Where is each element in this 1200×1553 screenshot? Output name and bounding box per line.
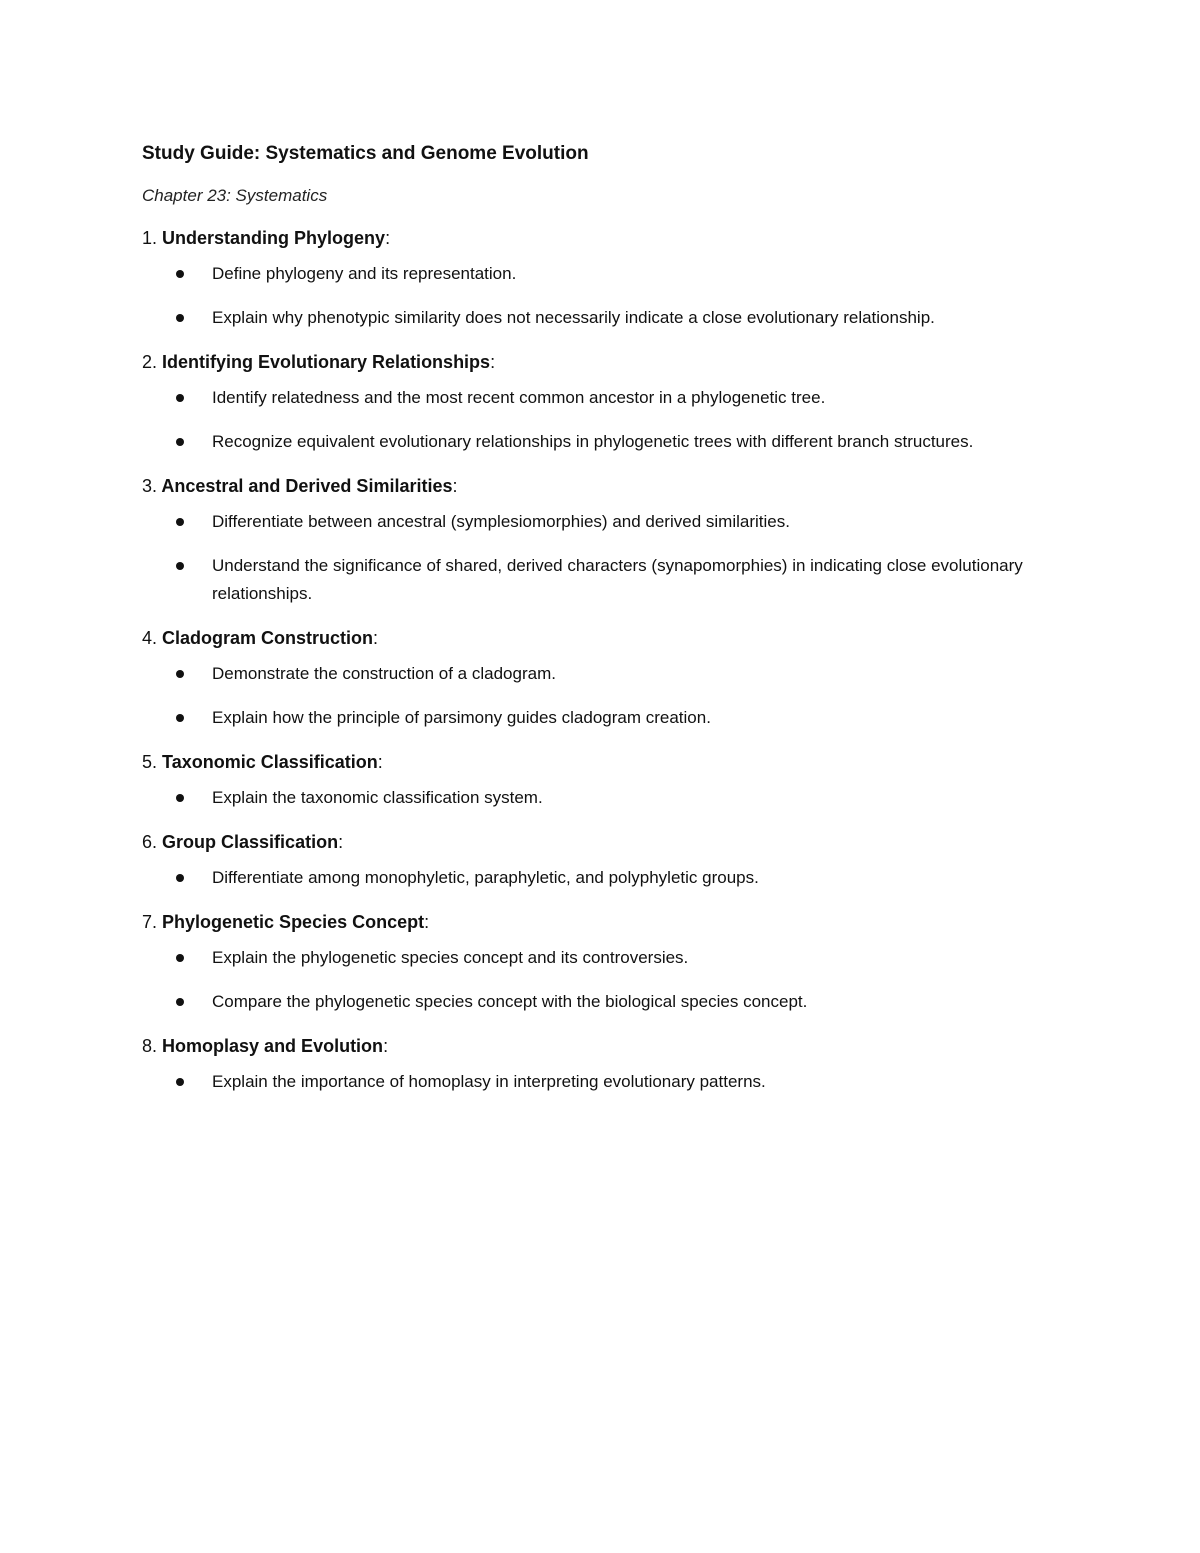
section-title: Phylogenetic Species Concept — [162, 912, 425, 932]
section-title: Homoplasy and Evolution — [162, 1036, 384, 1056]
section-number: 4. — [142, 628, 158, 648]
bullet-icon — [176, 670, 184, 678]
bullet-text: Explain how the principle of parsimony guides cladogram creation. — [212, 708, 711, 727]
section-number: 6. — [142, 832, 158, 852]
bullet-item — [142, 304, 1062, 332]
bullet-item — [142, 704, 1062, 732]
section-number: 5. — [142, 752, 158, 772]
bullet-item — [142, 552, 1062, 608]
section-3 — [142, 472, 1082, 608]
bullet-item — [142, 428, 1062, 456]
section-heading — [142, 908, 1082, 936]
bullet-list — [142, 660, 1082, 732]
section-title: Group Classification — [162, 832, 339, 852]
bullet-item — [142, 384, 1062, 412]
bullet-icon — [176, 518, 184, 526]
document-content — [142, 140, 1082, 1096]
document-title: Study Guide: Systematics and Genome Evolution — [142, 143, 589, 164]
bullet-icon — [176, 998, 184, 1006]
bullet-text: Differentiate between ancestral (symplesiomorphies) and derived similarities. — [212, 512, 790, 531]
bullet-text: Understand the significance of shared, derived characters (synapomorphies) in indicating close evolutionary relationships. — [212, 556, 1023, 603]
bullet-item — [142, 508, 1062, 536]
section-colon: : — [452, 476, 458, 496]
bullet-text: Explain why phenotypic similarity does not necessarily indicate a close evolutionary relationship. — [212, 308, 935, 327]
section-4 — [142, 624, 1082, 732]
bullet-icon — [176, 954, 184, 962]
bullet-item — [142, 260, 1062, 288]
section-colon: : — [385, 228, 391, 248]
section-heading — [142, 624, 1082, 652]
section-2 — [142, 348, 1082, 456]
bullet-text: Differentiate among monophyletic, paraphyletic, and polyphyletic groups. — [212, 868, 759, 887]
bullet-list — [142, 1068, 1082, 1096]
bullet-text: Recognize equivalent evolutionary relationships in phylogenetic trees with different branch structures. — [212, 432, 974, 451]
bullet-icon — [176, 270, 184, 278]
section-heading — [142, 828, 1082, 856]
bullet-icon — [176, 794, 184, 802]
bullet-icon — [176, 714, 184, 722]
bullet-text: Compare the phylogenetic species concept with the biological species concept. — [212, 992, 808, 1011]
section-colon: : — [373, 628, 379, 648]
section-title: Ancestral and Derived Similarities — [161, 476, 453, 496]
bullet-item — [142, 660, 1062, 688]
bullet-icon — [176, 874, 184, 882]
bullet-icon — [176, 438, 184, 446]
bullet-text: Define phylogeny and its representation. — [212, 264, 517, 283]
section-colon: : — [377, 752, 383, 772]
chapter-subtitle: Chapter 23: Systematics — [142, 186, 328, 205]
section-title: Taxonomic Classification — [162, 752, 378, 772]
bullet-list — [142, 508, 1082, 608]
bullet-text: Explain the phylogenetic species concept and its controversies. — [212, 948, 689, 967]
bullet-text: Explain the importance of homoplasy in interpreting evolutionary patterns. — [212, 1072, 766, 1091]
section-number: 3. — [142, 476, 158, 496]
section-colon: : — [338, 832, 344, 852]
bullet-icon — [176, 1078, 184, 1086]
section-heading — [142, 1032, 1082, 1060]
section-number: 7. — [142, 912, 158, 932]
bullet-list — [142, 260, 1082, 332]
bullet-list — [142, 384, 1082, 456]
section-7 — [142, 908, 1082, 1016]
bullet-item — [142, 944, 1062, 972]
bullet-text: Explain the taxonomic classification system. — [212, 788, 543, 807]
section-heading — [142, 224, 1082, 252]
section-number: 8. — [142, 1036, 158, 1056]
section-heading — [142, 348, 1082, 376]
bullet-list — [142, 864, 1082, 892]
sections-container — [142, 224, 1082, 1096]
bullet-icon — [176, 314, 184, 322]
section-title: Cladogram Construction — [162, 628, 374, 648]
section-number: 2. — [142, 352, 158, 372]
section-heading — [142, 748, 1082, 776]
bullet-icon — [176, 562, 184, 570]
section-6 — [142, 828, 1082, 892]
section-8 — [142, 1032, 1082, 1096]
bullet-list — [142, 784, 1082, 812]
bullet-item — [142, 988, 1062, 1016]
bullet-item — [142, 784, 1062, 812]
section-1 — [142, 224, 1082, 332]
bullet-icon — [176, 394, 184, 402]
bullet-item — [142, 1068, 1062, 1096]
bullet-list — [142, 944, 1082, 1016]
section-5 — [142, 748, 1082, 812]
bullet-text: Identify relatedness and the most recent common ancestor in a phylogenetic tree. — [212, 388, 826, 407]
section-number: 1. — [142, 228, 158, 248]
section-heading — [142, 472, 1082, 500]
section-colon: : — [383, 1036, 389, 1056]
section-title: Understanding Phylogeny — [162, 228, 386, 248]
bullet-item — [142, 864, 1062, 892]
section-colon: : — [424, 912, 430, 932]
section-colon: : — [490, 352, 496, 372]
bullet-text: Demonstrate the construction of a cladogram. — [212, 664, 556, 683]
section-title: Identifying Evolutionary Relationships — [162, 352, 491, 372]
